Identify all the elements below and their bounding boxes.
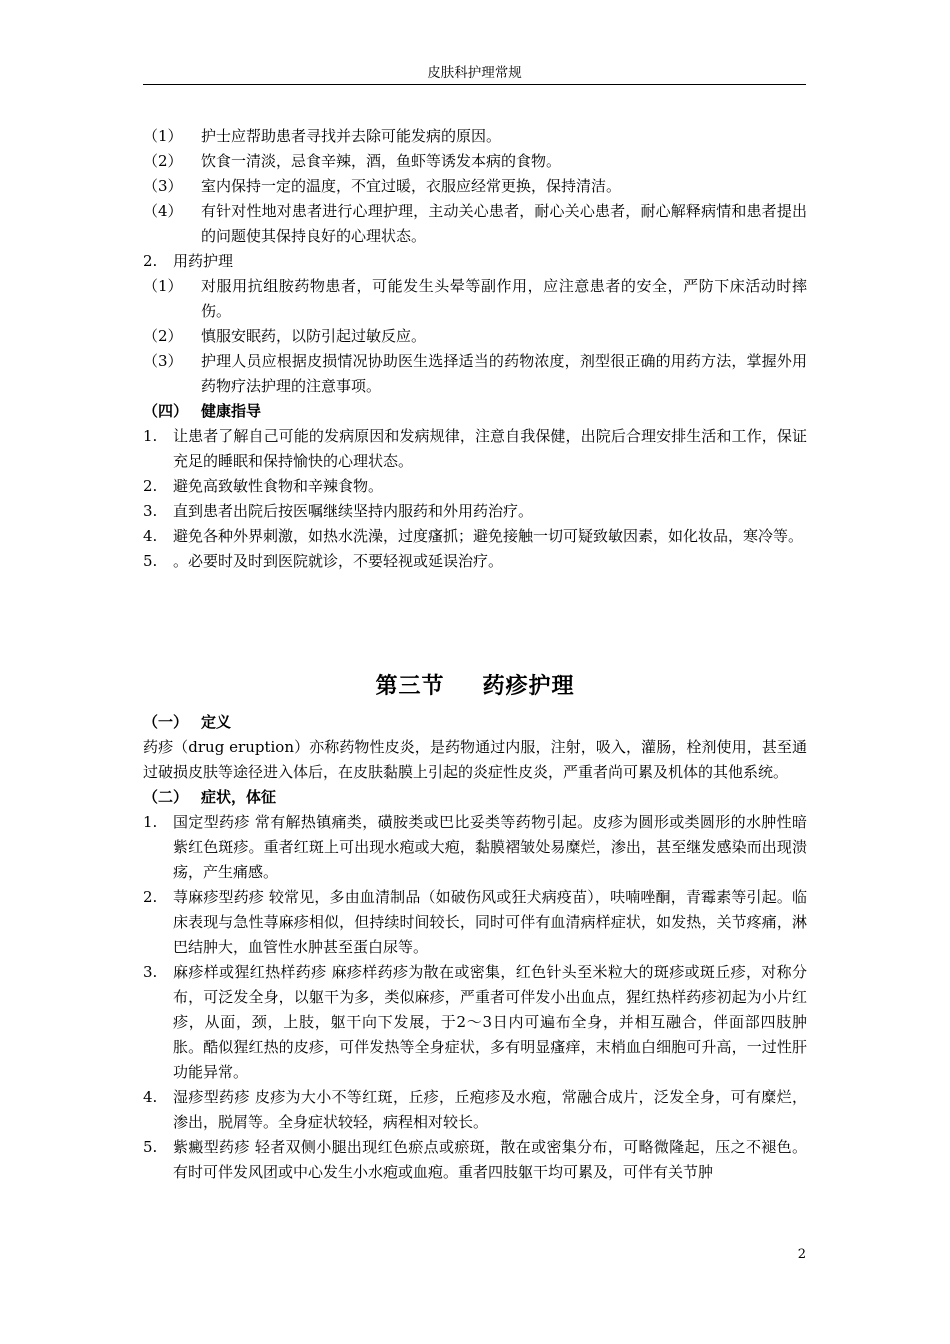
list-text: 有针对性地对患者进行心理护理，主动关心患者，耐心关心患者，耐心解释病情和患者提出的问题使其保持良好的心理状态。 [201, 202, 807, 245]
list-item [143, 324, 807, 349]
list-text: 让患者了解自己可能的发病原因和发病规律，注意自我保健，出院后合理安排生活和工作，保证充足的睡眠和保持愉快的心理状态。 [173, 427, 807, 470]
list-item [143, 474, 807, 499]
heading-marker: （二） [143, 788, 189, 806]
list-text: 护理人员应根据皮损情况协助医生选择适当的药物浓度，剂型很正确的用药方法，掌握外用药物疗法护理的注意事项。 [201, 352, 807, 395]
list-text: 荨麻疹型药疹 较常见，多由血清制品（如破伤风或狂犬病疫苗），呋喃唑酮，青霉素等引起。临床表现与急性荨麻疹相似，但持续时间较长，同时可伴有血清病样症状，如发热，关节疼痛，淋巴结肿大，血管性水肿甚至蛋白尿等。 [173, 888, 807, 956]
list-text: 湿疹型药疹 皮疹为大小不等红斑，丘疹，丘疱疹及水疱，常融合成片，泛发全身，可有糜烂，渗出，脱屑等。全身症状较轻，病程相对较长。 [173, 1088, 807, 1131]
list-item [143, 960, 807, 1085]
list-marker: 2. [143, 888, 158, 906]
list-marker: 4. [143, 1088, 158, 1106]
header-title: 皮肤科护理常规 [427, 65, 522, 81]
list-text: 室内保持一定的温度，不宜过暖，衣服应经常更换，保持清洁。 [201, 177, 622, 195]
list-item [143, 199, 807, 249]
heading-text: 用药护理 [173, 252, 234, 270]
definition-paragraph: 药疹（drug eruption）亦称药物性皮炎，是药物通过内服，注射，吸入，灌肠，栓剂使用，甚至通过破损皮肤等途径进入体后，在皮肤黏膜上引起的炎症性皮炎，严重者尚可累及机体的其他系统。 [143, 738, 807, 781]
list-item [143, 499, 807, 524]
list-marker: 3. [143, 963, 158, 981]
list-marker: 4. [143, 527, 158, 545]
list-marker: （2） [143, 327, 183, 345]
list-text: 紫癜型药疹 轻者双侧小腿出现红色瘀点或瘀斑，散在或密集分布，可略微隆起，压之不褪色。有时可伴发风团或中心发生小水疱或血疱。重者四肢躯干均可累及，可伴有关节肿 [173, 1138, 807, 1181]
list-item [143, 349, 807, 399]
list-item [143, 549, 807, 574]
heading-text: 症状，体征 [201, 788, 277, 806]
list-item [143, 274, 807, 324]
document-body [143, 124, 807, 1185]
list-item [143, 149, 807, 174]
list-item [143, 174, 807, 199]
list-text: 避免各种外界刺激，如热水洗澡，过度瘙抓；避免接触一切可疑致敏因素，如化妆品，寒冷等。 [173, 527, 804, 545]
page-number: 2 [797, 1247, 806, 1262]
list-item [143, 424, 807, 474]
list-marker: 3. [143, 502, 158, 520]
medication-heading [143, 249, 807, 274]
list-marker: （1） [143, 277, 183, 295]
list-marker: 5. [143, 552, 158, 570]
list-marker: 1. [143, 427, 158, 445]
list-text: 护士应帮助患者寻找并去除可能发病的原因。 [201, 127, 502, 145]
list-marker: （2） [143, 152, 183, 170]
list-text: 对服用抗组胺药物患者，可能发生头晕等副作用，应注意患者的安全，严防下床活动时摔伤。 [201, 277, 807, 320]
list-text: 国定型药疹 常有解热镇痛类，磺胺类或巴比妥类等药物引起。皮疹为圆形或类圆形的水肿性暗紫红色斑疹。重者红斑上可出现水疱或大疱，黏膜褶皱处易糜烂，渗出，甚至继发感染而出现溃疡，产生痛感。 [173, 813, 807, 881]
heading-marker: （一） [143, 713, 189, 731]
list-marker: 5. [143, 1138, 158, 1156]
section-title [143, 666, 807, 706]
list-item [143, 124, 807, 149]
heading-marker: 2. [143, 252, 158, 270]
health-list [143, 424, 807, 574]
list-text: 麻疹样或猩红热样药疹 麻疹样药疹为散在或密集，红色针头至米粒大的斑疹或斑丘疹，对称分布，可泛发全身，以躯干为多，类似麻疹，严重者可伴发小出血点，猩红热样药疹初起为小片红疹，从面，颈，上肢，躯干向下发展，于2～3日内可遍布全身，并相互融合，伴面部四肢肿胀。酷似猩红热的皮疹，可伴发热等全身症状，多有明显瘙痒，末梢血白细胞可升高，一过性肝功能异常。 [173, 963, 807, 1081]
nursing-list [143, 124, 807, 249]
section-number: 第三节 [375, 673, 445, 699]
symptoms-heading [143, 785, 807, 810]
list-text: 。必要时及时到医院就诊，不要轻视或延误治疗。 [173, 552, 504, 570]
list-item [143, 1135, 807, 1185]
list-item [143, 810, 807, 885]
heading-marker: （四） [143, 402, 189, 420]
list-marker: （3） [143, 177, 183, 195]
list-text: 慎服安眠药，以防引起过敏反应。 [201, 327, 427, 345]
heading-text: 健康指导 [201, 402, 262, 420]
list-marker: （3） [143, 352, 183, 370]
list-text: 直到患者出院后按医嘱继续坚持内服药和外用药治疗。 [173, 502, 534, 520]
symptoms-list [143, 810, 807, 1185]
list-marker: （1） [143, 127, 183, 145]
list-text: 避免高致敏性食物和辛辣食物。 [173, 477, 384, 495]
medication-list [143, 274, 807, 399]
list-marker: 1. [143, 813, 158, 831]
health-heading [143, 399, 807, 424]
section-name: 药疹护理 [482, 673, 575, 699]
page-header [143, 62, 806, 85]
list-item [143, 524, 807, 549]
list-marker: 2. [143, 477, 158, 495]
definition-heading [143, 710, 807, 735]
list-text: 饮食一清淡，忌食辛辣，酒，鱼虾等诱发本病的食物。 [201, 152, 562, 170]
list-item [143, 1085, 807, 1135]
heading-text: 定义 [201, 713, 232, 731]
list-marker: （4） [143, 202, 183, 220]
list-item [143, 885, 807, 960]
